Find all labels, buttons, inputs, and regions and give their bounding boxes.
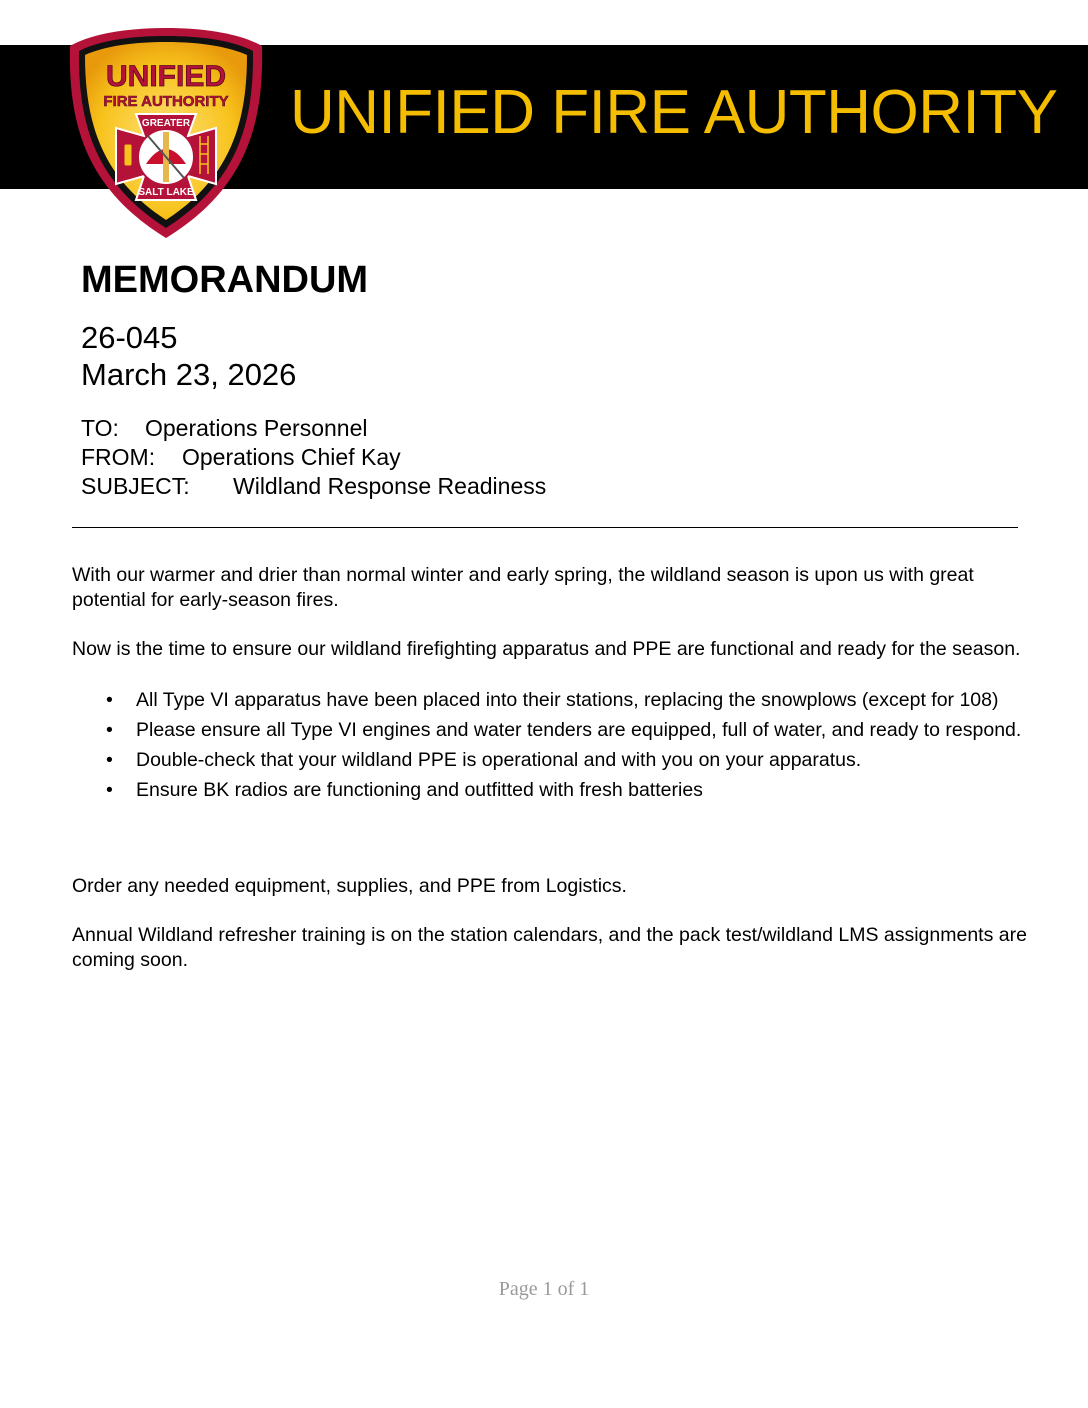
list-item: [72, 776, 1032, 805]
badge-text-greater: GREATER: [141, 118, 191, 129]
memo-title: MEMORANDUM: [81, 259, 369, 301]
body-paragraph-2: Now is the time to ensure our wildland firefighting apparatus and PPE are functional and ready for the season.: [72, 638, 1021, 660]
from-label: FROM:: [81, 444, 156, 470]
memo-number: 26-045: [81, 320, 178, 355]
readiness-bullet-list: [72, 686, 1032, 806]
list-item-text: All Type VI apparatus have been placed into their stations, replacing the snowplows (except for 108): [136, 689, 999, 711]
body-paragraph-4: Annual Wildland refresher training is on the station calendars, and the pack test/wildland LMS assignments are coming soon.: [72, 924, 1027, 971]
bullet-icon: •: [106, 779, 113, 801]
subject-line: [81, 472, 546, 501]
organization-title: UNIFIED FIRE AUTHORITY: [290, 78, 1058, 147]
list-item: [72, 686, 1032, 715]
to-label: TO:: [81, 415, 119, 441]
header-divider: [72, 527, 1018, 528]
list-item-text: Double-check that your wildland PPE is operational and with you on your apparatus.: [136, 749, 862, 771]
page-number: Page 1 of 1: [498, 1278, 590, 1300]
body-paragraph-3: Order any needed equipment, supplies, and PPE from Logistics.: [72, 875, 627, 897]
badge-text-salt-lake: SALT LAKE: [138, 187, 194, 198]
subject-label: SUBJECT:: [81, 473, 190, 499]
list-item-text: Ensure BK radios are functioning and outfitted with fresh batteries: [136, 779, 703, 801]
list-item: [72, 716, 1032, 745]
list-item-text: Please ensure all Type VI engines and water tenders are equipped, full of water, and ready to respond.: [136, 719, 1022, 741]
badge-text-unified: UNIFIED: [106, 60, 226, 93]
bullet-icon: •: [106, 719, 113, 741]
subject-value: Wildland Response Readiness: [233, 473, 547, 499]
to-value: Operations Personnel: [145, 415, 368, 441]
bullet-icon: •: [106, 749, 113, 771]
fire-department-badge-icon: [66, 24, 266, 240]
body-paragraph-1: With our warmer and drier than normal winter and early spring, the wildland season is upon us with great potential for early-season fires.: [72, 564, 974, 611]
bullet-icon: •: [106, 689, 113, 711]
from-value: Operations Chief Kay: [182, 444, 401, 470]
badge-text-fire-authority: FIRE AUTHORITY: [103, 93, 229, 110]
list-item: [72, 746, 1032, 775]
from-line: [81, 443, 401, 472]
to-line: [81, 414, 367, 443]
memo-date: March 23, 2026: [81, 357, 297, 392]
hydrant-icon: [124, 144, 132, 166]
